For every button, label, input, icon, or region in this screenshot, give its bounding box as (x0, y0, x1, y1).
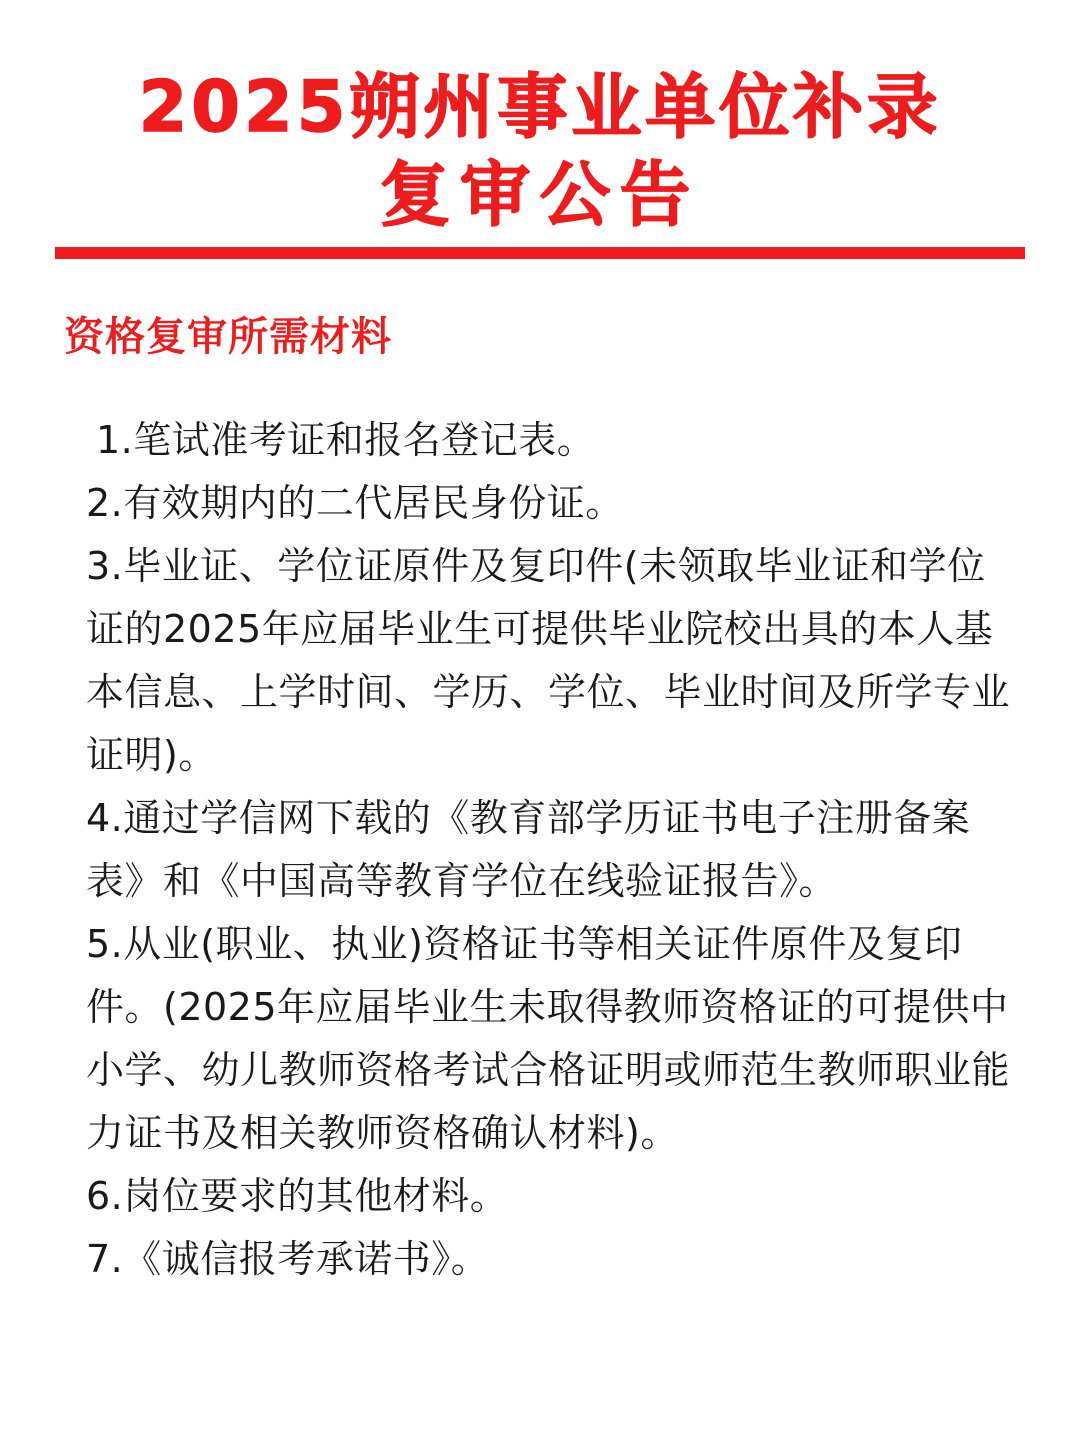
list-item: 3.毕业证、学位证原件及复印件(未领取毕业证和学位证的2025年应届毕业生可提供毕业院校出具的本人基本信息、上学时间、学历、学位、毕业时间及所学专业证明)。 (86, 544, 1011, 777)
materials-list (86, 409, 1016, 1291)
section-heading: 资格复审所需材料 (64, 314, 392, 360)
list-item: 4.通过学信网下载的《教育部学历证书电子注册备案表》和《中国高等教育学位在线验证报告》。 (86, 796, 971, 903)
title-divider (55, 247, 1025, 259)
list-item: 2.有效期内的二代居民身份证。 (86, 481, 624, 525)
list-item: 7.《诚信报考承诺书》。 (86, 1237, 490, 1281)
list-item: 1.笔试准考证和报名登记表。 (96, 418, 596, 462)
page-title-line-1: 2025朔州事业单位补录 (138, 66, 942, 148)
list-item: 6.岗位要求的其他材料。 (86, 1174, 509, 1218)
list-item: 5.从业(职业、执业)资格证书等相关证件原件及复印件。(2025年应届毕业生未取得教师资格证的可提供中小学、幼儿教师资格考试合格证明或师范生教师职业能力证书及相关教师资格确认材料)。 (86, 922, 1011, 1155)
page-title-line-2: 复审公告 (380, 154, 700, 236)
